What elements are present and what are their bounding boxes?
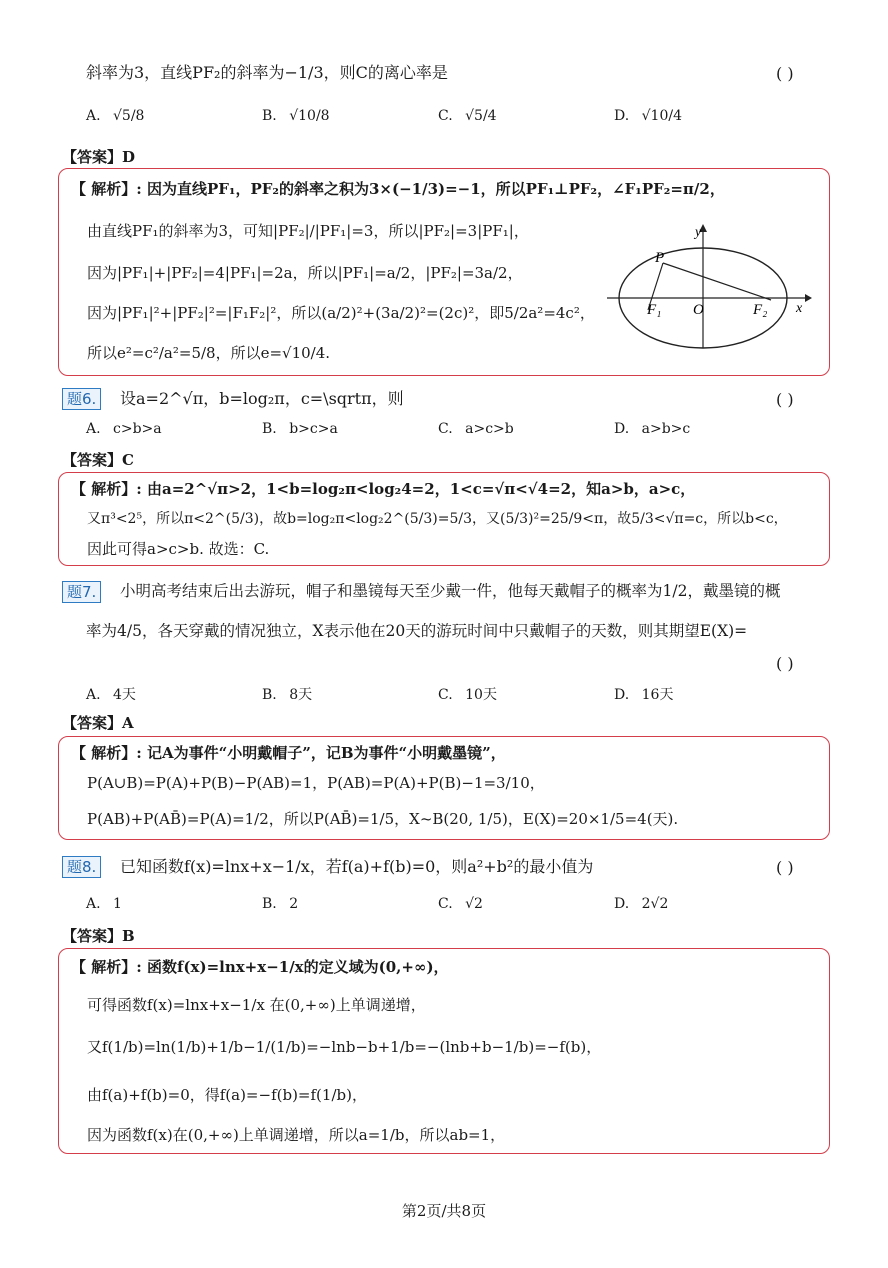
- q7-option-d: [614, 684, 673, 704]
- option-label: B.: [262, 687, 277, 703]
- q8-solution-line-5: 因为函数f(x)在(0,+∞)上单调递增，所以a=1/b，所以ab=1，: [87, 1126, 506, 1144]
- option-label: C.: [438, 108, 453, 124]
- segment-PF2: [663, 263, 771, 300]
- q7-answer-paren: ( ): [776, 654, 794, 673]
- q5-solution-line-1: 【 解析】: 因为直线PF₁，PF₂的斜率之积为3×(−1/3)=−1，所以PF₁⊥PF₂，∠F₁PF₂=π/2，: [71, 180, 725, 198]
- q6-stem: 设a=2^√π，b=log₂π，c=\sqrtπ，则: [120, 389, 404, 408]
- option-label: A.: [86, 421, 101, 437]
- q7-option-c: [438, 684, 497, 704]
- option-label: D.: [614, 421, 630, 437]
- q7-answer: 【答案】A: [62, 714, 134, 732]
- q7-option-a: [86, 684, 136, 704]
- q8-stem: 已知函数f(x)=lnx+x−1/x，若f(a)+f(b)=0，则a²+b²的最小值为: [120, 857, 594, 876]
- option-value: 4天: [113, 687, 136, 703]
- option-value: a>b>c: [641, 421, 691, 437]
- option-label: A.: [86, 687, 101, 703]
- option-label: C.: [438, 421, 453, 437]
- q8-solution-line-1: 【 解析】: 函数f(x)=lnx+x−1/x的定义域为(0,+∞)，: [71, 958, 449, 976]
- q8-option-c: [438, 896, 483, 912]
- q5-stem: 斜率为3，直线PF₂的斜率为−1/3，则C的离心率是: [86, 63, 448, 82]
- option-label: B.: [262, 108, 277, 124]
- label-F2: F₂: [753, 302, 768, 318]
- option-value: 1: [113, 896, 122, 912]
- q5-answer-paren: ( ): [776, 64, 794, 83]
- option-label: C.: [438, 687, 453, 703]
- q7-solution-line-3: P(AB)+P(AB̄)=P(A)=1/2，所以P(AB̄)=1/5，X~B(20, 1/5)，E(X)=20×1/5=4(天).: [87, 810, 679, 828]
- q8-tag: 题8.: [62, 856, 101, 878]
- q7-tag: 题7.: [62, 581, 101, 603]
- option-label: A.: [86, 108, 101, 124]
- q8-solution-line-3: 又f(1/b)=ln(1/b)+1/b−1/(1/b)=−lnb−b+1/b=−(lnb+b−1/b)=−f(b)，: [87, 1038, 602, 1056]
- q6-option-c: [438, 421, 514, 437]
- q6-option-b: [262, 421, 338, 437]
- q8-solution-line-4: 由f(a)+f(b)=0，得f(a)=−f(b)=f(1/b)，: [87, 1086, 367, 1104]
- q7-solution-box: [58, 736, 830, 840]
- q6-solution-line-1: 【 解析】: 由a=2^√π>2，1<b=log₂π<log₂4=2，1<c=√π<√4=2，知a>b，a>c，: [71, 480, 696, 498]
- q5-solution-line-3: 因为|PF₁|+|PF₂|=4|PF₁|=2a，所以|PF₁|=a/2，|PF₂|=3a/2，: [87, 264, 523, 282]
- option-label: C.: [438, 896, 453, 912]
- option-label: D.: [614, 108, 630, 124]
- q7-solution-line-1: 【 解析】: 记A为事件“小明戴帽子”，记B为事件“小明戴墨镜”，: [71, 744, 506, 762]
- label-P: P: [655, 250, 665, 266]
- q5-option-a: [86, 108, 144, 124]
- x-arrow: [805, 294, 812, 302]
- q6-answer-paren: ( ): [776, 390, 794, 409]
- option-value: c>b>a: [113, 421, 162, 437]
- label-F1: F₁: [647, 302, 662, 318]
- option-value: √10/4: [641, 108, 682, 124]
- option-value: a>c>b: [465, 421, 514, 437]
- option-value: √5/8: [113, 108, 145, 124]
- option-value: b>c>a: [289, 421, 338, 437]
- q5-solution-line-5: 所以e²=c²/a²=5/8，所以e=√10/4.: [87, 344, 331, 362]
- ellipse-figure: [605, 222, 815, 352]
- q8-solution-line-2: 可得函数f(x)=lnx+x−1/x 在(0,+∞)上单调递增，: [87, 996, 426, 1014]
- label-y: y: [695, 225, 702, 240]
- option-value: 16天: [641, 687, 674, 703]
- q6-solution-line-3: 因此可得a>c>b. 故选：C.: [87, 540, 270, 558]
- q8-answer: 【答案】B: [62, 927, 135, 945]
- label-O: O: [693, 302, 704, 318]
- option-value: √10/8: [289, 108, 330, 124]
- q8-answer-paren: ( ): [776, 858, 794, 877]
- q8-solution-box: [58, 948, 830, 1154]
- q5-option-b: [262, 108, 330, 124]
- q5-option-d: [614, 108, 682, 124]
- q8-option-d: [614, 896, 668, 912]
- q6-option-a: [86, 421, 162, 437]
- q6-solution-box: [58, 472, 830, 566]
- q6-tag: 题6.: [62, 388, 101, 410]
- option-value: 2√2: [641, 896, 669, 912]
- option-value: 2: [289, 896, 299, 912]
- q5-solution-line-2: 由直线PF₁的斜率为3，可知|PF₂|/|PF₁|=3，所以|PF₂|=3|PF₁|，: [87, 222, 529, 240]
- option-label: A.: [86, 896, 101, 912]
- page-footer: 第2页/共8页: [401, 1202, 487, 1220]
- q5-solution-line-4: 因为|PF₁|²+|PF₂|²=|F₁F₂|²，所以(a/2)²+(3a/2)²=(2c)²，即5/2a²=4c²，: [87, 304, 595, 322]
- option-label: B.: [262, 421, 277, 437]
- option-value: √5/4: [465, 108, 497, 124]
- q7-stem-line-2: 率为4/5，各天穿戴的情况独立，X表示他在20天的游玩时间中只戴帽子的天数，则其期望E(X)=: [86, 622, 748, 640]
- label-x: x: [796, 301, 803, 316]
- option-value: 10天: [465, 687, 497, 703]
- q8-option-a: [86, 896, 122, 912]
- q6-solution-line-2: 又π³<2⁵，所以π<2^(5/3)，故b=log₂π<log₂2^(5/3)=5/3，又(5/3)²=25/9<π，故5/3<√π=c，所以b<c，: [87, 511, 788, 527]
- q6-option-d: [614, 421, 690, 437]
- q7-stem-line-1: 小明高考结束后出去游玩，帽子和墨镜每天至少戴一件，他每天戴帽子的概率为1/2，戴墨镜的概: [120, 582, 781, 600]
- option-label: D.: [614, 896, 630, 912]
- q5-option-c: [438, 108, 497, 124]
- q7-option-b: [262, 684, 312, 704]
- option-label: D.: [614, 687, 630, 703]
- q7-solution-line-2: P(A∪B)=P(A)+P(B)−P(AB)=1，P(AB)=P(A)+P(B)−1=3/10，: [87, 774, 545, 792]
- option-value: √2: [465, 896, 483, 912]
- option-value: 8天: [289, 687, 313, 703]
- q5-answer: 【答案】D: [62, 148, 136, 166]
- q6-answer: 【答案】C: [62, 451, 134, 469]
- option-label: B.: [262, 896, 277, 912]
- q8-option-b: [262, 896, 298, 912]
